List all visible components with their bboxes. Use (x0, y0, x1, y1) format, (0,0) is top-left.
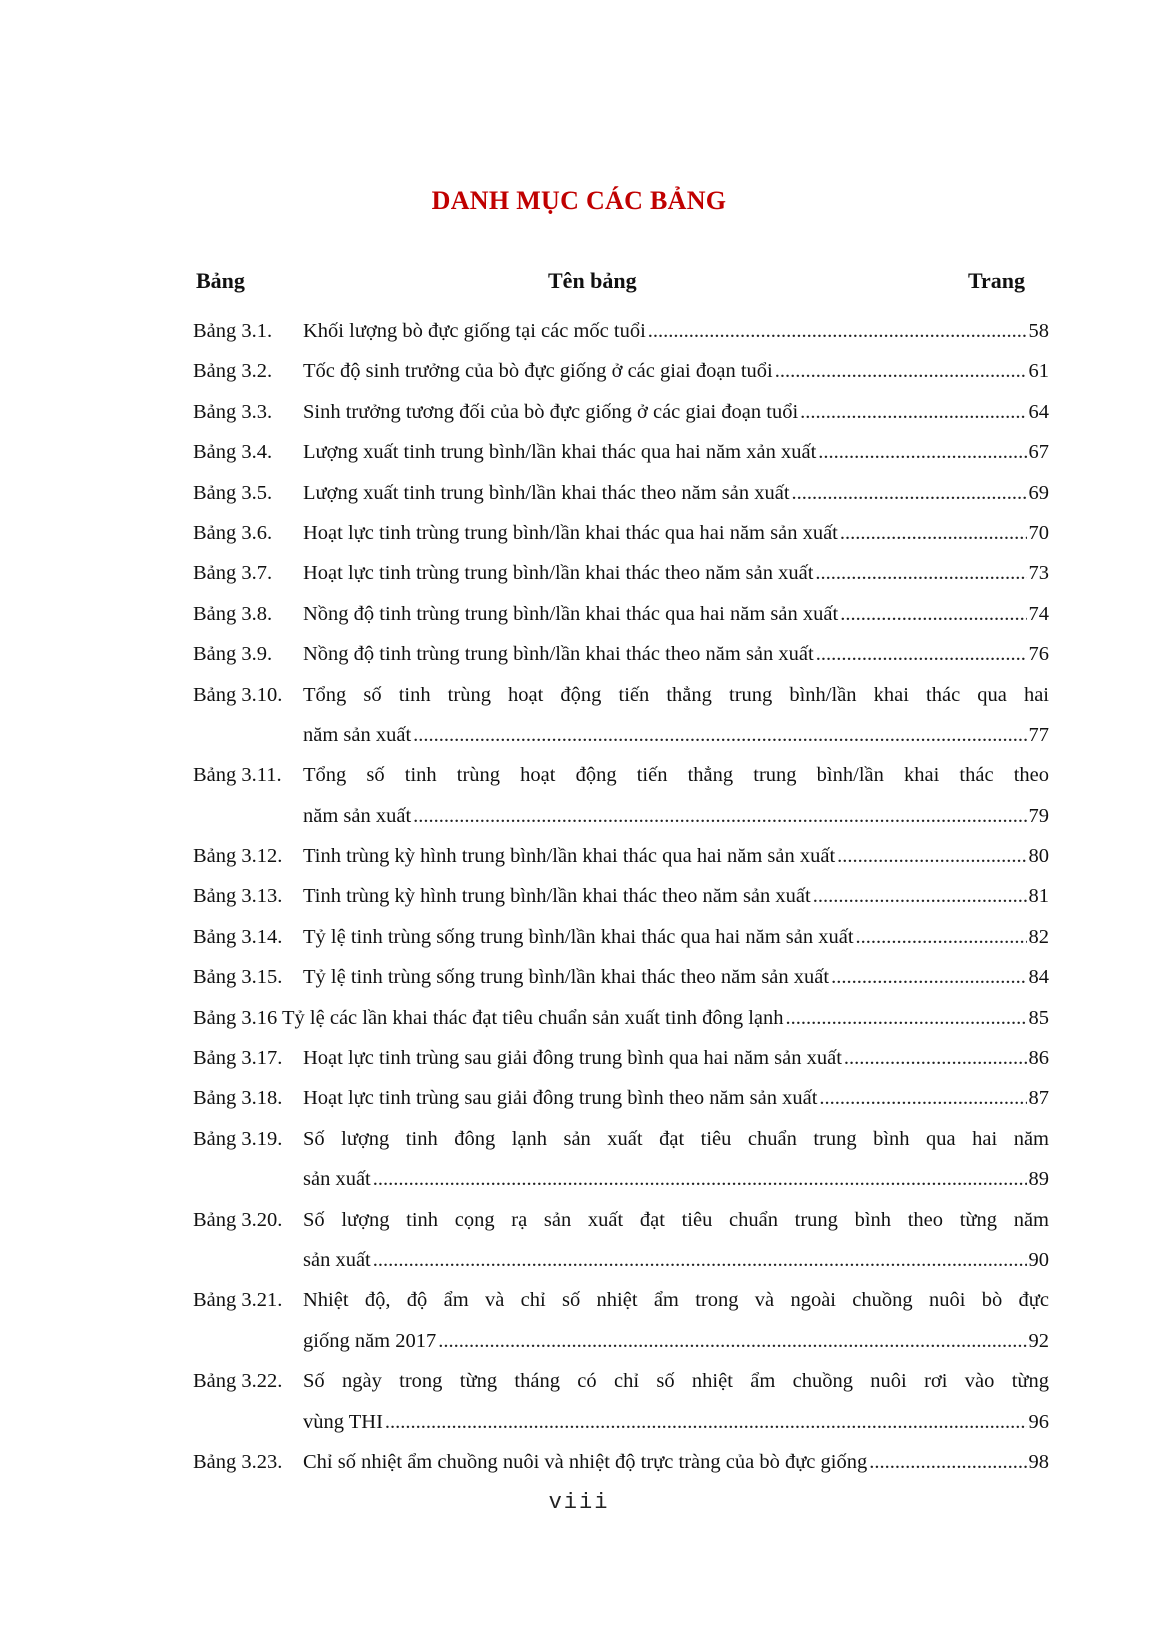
list-item-continuation[interactable] (193, 796, 1049, 836)
list-entry (303, 715, 1049, 755)
leader-dots (840, 513, 1027, 553)
leader-dots (831, 957, 1026, 997)
list-entry (303, 473, 1049, 513)
list-item[interactable] (193, 311, 1049, 351)
list-item-label: Bảng 3.23. (193, 1450, 283, 1473)
leader-dots (815, 553, 1026, 593)
list-item-page: 76 (1028, 643, 1049, 666)
list-item-label: Bảng 3.7. (193, 562, 273, 585)
list-item[interactable] (193, 876, 1049, 916)
list-item-text: Tinh trùng kỳ hình trung bình/lần khai thác qua hai năm sản xuất (303, 845, 836, 868)
leader-dots (413, 796, 1026, 836)
page-number: viii (548, 1490, 610, 1515)
list-item-label: Bảng 3.8. (193, 602, 273, 625)
list-item-page: 87 (1028, 1087, 1049, 1110)
list-entry (303, 392, 1049, 432)
list-item[interactable] (193, 513, 1049, 553)
list-item-page: 82 (1028, 925, 1049, 948)
list-entry (303, 1078, 1049, 1118)
list-entry (303, 1038, 1049, 1078)
leader-dots (816, 634, 1027, 674)
list-item-page: 96 (1028, 1410, 1049, 1433)
leader-dots (373, 1159, 1027, 1199)
list-entry (303, 675, 1049, 715)
list-item-text: Tỷ lệ tinh trùng sống trung bình/lần khai thác theo năm sản xuất (303, 966, 830, 989)
list-item-continuation[interactable] (193, 715, 1049, 755)
list-item[interactable] (193, 755, 1049, 795)
list-entry (303, 311, 1049, 351)
list-item-page: 67 (1028, 441, 1049, 464)
table-list (193, 311, 1049, 1482)
list-item-page: 84 (1028, 966, 1049, 989)
leader-dots (819, 1078, 1026, 1118)
list-item-text: Tinh trùng kỳ hình trung bình/lần khai thác theo năm sản xuất (303, 885, 811, 908)
list-item-text: Bảng 3.16 Tỷ lệ các lần khai thác đạt tiêu chuẩn sản xuất tinh đông lạnh (193, 1006, 784, 1029)
list-item-continuation[interactable] (193, 1321, 1049, 1361)
list-item-page: 86 (1028, 1047, 1049, 1070)
list-item[interactable] (193, 594, 1049, 634)
list-item-label: Bảng 3.9. (193, 643, 273, 666)
list-entry (303, 755, 1049, 795)
list-item-label: Bảng 3.22. (193, 1370, 283, 1393)
list-entry (303, 1402, 1049, 1442)
list-item-label: Bảng 3.14. (193, 925, 283, 948)
list-item-text: Hoạt lực tinh trùng sau giải đông trung bình theo năm sản xuất (303, 1087, 818, 1110)
page-title: DANH MỤC CÁC BẢNG (431, 186, 727, 215)
list-item[interactable] (193, 1280, 1049, 1320)
list-entry (303, 1361, 1049, 1401)
list-item[interactable] (193, 1078, 1049, 1118)
leader-dots (856, 917, 1027, 957)
list-item-page: 81 (1028, 885, 1049, 908)
list-entry (303, 634, 1049, 674)
list-item-label: Bảng 3.13. (193, 885, 283, 908)
list-item-label: Bảng 3.5. (193, 481, 273, 504)
list-entry (193, 998, 1049, 1038)
list-item-label: Bảng 3.1. (193, 320, 273, 342)
list-item[interactable] (193, 392, 1049, 432)
list-item-label: Bảng 3.20. (193, 1208, 283, 1231)
list-entry (303, 513, 1049, 553)
list-entry (303, 1159, 1049, 1199)
list-entry (303, 1321, 1049, 1361)
list-item[interactable] (193, 634, 1049, 674)
list-item-label: Bảng 3.11. (193, 764, 282, 787)
list-entry (303, 1240, 1049, 1280)
list-item[interactable] (193, 1200, 1049, 1240)
list-item[interactable] (193, 1361, 1049, 1401)
leader-dots (844, 1038, 1027, 1078)
list-item-label: Bảng 3.19. (193, 1127, 283, 1150)
leader-dots (786, 998, 1027, 1038)
leader-dots (869, 1442, 1026, 1482)
list-item-page: 74 (1028, 602, 1049, 625)
column-header-trang: Trang (968, 268, 1026, 293)
list-item-page: 90 (1028, 1248, 1049, 1271)
list-entry (303, 836, 1049, 876)
list-item-label: Bảng 3.2. (193, 360, 273, 383)
list-item-continuation[interactable] (193, 1240, 1049, 1280)
list-entry (303, 351, 1049, 391)
list-item-text: Nồng độ tinh trùng trung bình/lần khai thác theo năm sản xuất (303, 643, 814, 666)
list-item-continuation[interactable] (193, 1402, 1049, 1442)
list-item[interactable] (193, 836, 1049, 876)
list-item-label: Bảng 3.6. (193, 521, 273, 544)
list-item[interactable] (193, 917, 1049, 957)
list-entry (303, 917, 1049, 957)
list-entry (303, 432, 1049, 472)
list-item-page: 98 (1028, 1450, 1049, 1473)
list-item-text-cont: sản xuất (303, 1248, 371, 1271)
list-item[interactable] (193, 351, 1049, 391)
list-item-page: 89 (1028, 1168, 1049, 1191)
list-item-text: Lượng xuất tinh trung bình/lần khai thác theo năm sản xuất (303, 481, 790, 504)
list-item-label: Bảng 3.17. (193, 1047, 283, 1070)
list-item-label: Bảng 3.4. (193, 441, 273, 464)
list-item[interactable] (193, 1119, 1049, 1159)
leader-dots (792, 473, 1027, 513)
list-entry (303, 594, 1049, 634)
list-item-page: 85 (1028, 1006, 1049, 1029)
list-item-page: 69 (1028, 481, 1049, 504)
list-item[interactable] (193, 957, 1049, 997)
column-header-bang: Bảng (196, 268, 245, 293)
list-item-text: Hoạt lực tinh trùng sau giải đông trung bình qua hai năm sản xuất (303, 1047, 842, 1070)
list-item-page: 70 (1028, 521, 1049, 544)
list-entry (303, 796, 1049, 836)
list-item-text: Lượng xuất tinh trung bình/lần khai thác qua hai năm xản xuất (303, 441, 817, 464)
list-item-text: Tỷ lệ tinh trùng sống trung bình/lần khai thác qua hai năm sản xuất (303, 925, 854, 948)
list-item-label: Bảng 3.3. (193, 400, 273, 423)
list-item-text-cont: vùng THI (303, 1410, 383, 1433)
list-item[interactable] (193, 998, 1049, 1038)
list-item-text-cont: năm sản xuất (303, 804, 412, 827)
list-entry (303, 1280, 1049, 1320)
list-item-page: 61 (1028, 360, 1049, 383)
leader-dots (775, 351, 1027, 391)
list-entry (303, 1119, 1049, 1159)
list-item-text: Hoạt lực tinh trùng trung bình/lần khai thác theo năm sản xuất (303, 562, 814, 585)
list-item[interactable] (193, 432, 1049, 472)
leader-dots (385, 1402, 1027, 1442)
list-item-text: Hoạt lực tinh trùng trung bình/lần khai thác qua hai năm sản xuất (303, 521, 838, 544)
list-item-text-cont: năm sản xuất (303, 723, 412, 746)
leader-dots (813, 876, 1027, 916)
list-item-text: Nhiệt độ, độ ẩm và chỉ số nhiệt ẩm trong và ngoài chuồng nuôi bò đực (303, 1289, 1049, 1312)
list-item-page: 73 (1028, 562, 1049, 585)
list-item-text: Số lượng tinh đông lạnh sản xuất đạt tiêu chuẩn trung bình qua hai năm (303, 1127, 1049, 1150)
list-item-label: Bảng 3.15. (193, 966, 283, 989)
list-entry (303, 1442, 1049, 1482)
leader-dots (373, 1240, 1027, 1280)
list-item-text: Khối lượng bò đực giống tại các mốc tuổi (303, 320, 646, 342)
list-item-page: 80 (1028, 845, 1049, 868)
list-item-text: Tổng số tinh trùng hoạt động tiến thẳng trung bình/lần khai thác qua hai (303, 683, 1049, 706)
list-item-page: 77 (1028, 723, 1049, 746)
list-item-text: Số ngày trong từng tháng có chỉ số nhiệt ẩm chuồng nuôi rơi vào từng (303, 1370, 1049, 1393)
list-item-text: Tốc độ sinh trưởng của bò đực giống ở các giai đoạn tuổi (303, 360, 773, 383)
list-entry (303, 1200, 1049, 1240)
leader-dots (818, 432, 1026, 472)
list-item-text-cont: sản xuất (303, 1168, 371, 1191)
leader-dots (413, 715, 1026, 755)
list-item-text: Số lượng tinh cọng rạ sản xuất đạt tiêu chuẩn trung bình theo từng năm (303, 1208, 1049, 1231)
list-item-page: 79 (1028, 804, 1049, 827)
list-item[interactable] (193, 473, 1049, 513)
list-item-label: Bảng 3.10. (193, 683, 283, 706)
leader-dots (840, 594, 1026, 634)
list-item[interactable] (193, 553, 1049, 593)
list-item-text: Nồng độ tinh trùng trung bình/lần khai thác qua hai năm sản xuất (303, 602, 839, 625)
list-entry (303, 957, 1049, 997)
leader-dots (648, 311, 1027, 351)
list-item[interactable] (193, 675, 1049, 715)
list-item-text: Sinh trưởng tương đối của bò đực giống ở các giai đoạn tuổi (303, 400, 799, 423)
leader-dots (837, 836, 1026, 876)
list-item-continuation[interactable] (193, 1159, 1049, 1199)
column-header-ten-bang: Tên bảng (548, 268, 637, 293)
leader-dots (800, 392, 1026, 432)
list-item-page: 58 (1028, 320, 1049, 342)
list-item-text: Chỉ số nhiệt ẩm chuồng nuôi và nhiệt độ trực tràng của bò đực giống (303, 1450, 868, 1473)
list-item-page: 64 (1028, 400, 1049, 423)
list-item-label: Bảng 3.18. (193, 1087, 283, 1110)
list-item[interactable] (193, 1038, 1049, 1078)
list-entry (303, 876, 1049, 916)
list-item[interactable] (193, 1442, 1049, 1482)
list-item-page: 92 (1028, 1329, 1049, 1352)
list-item-text: Tổng số tinh trùng hoạt động tiến thẳng trung bình/lần khai thác theo (303, 764, 1049, 787)
leader-dots (438, 1321, 1026, 1361)
list-item-label: Bảng 3.12. (193, 845, 283, 868)
list-item-label: Bảng 3.21. (193, 1289, 283, 1312)
list-entry (303, 553, 1049, 593)
list-item-text-cont: giống năm 2017 (303, 1329, 437, 1352)
